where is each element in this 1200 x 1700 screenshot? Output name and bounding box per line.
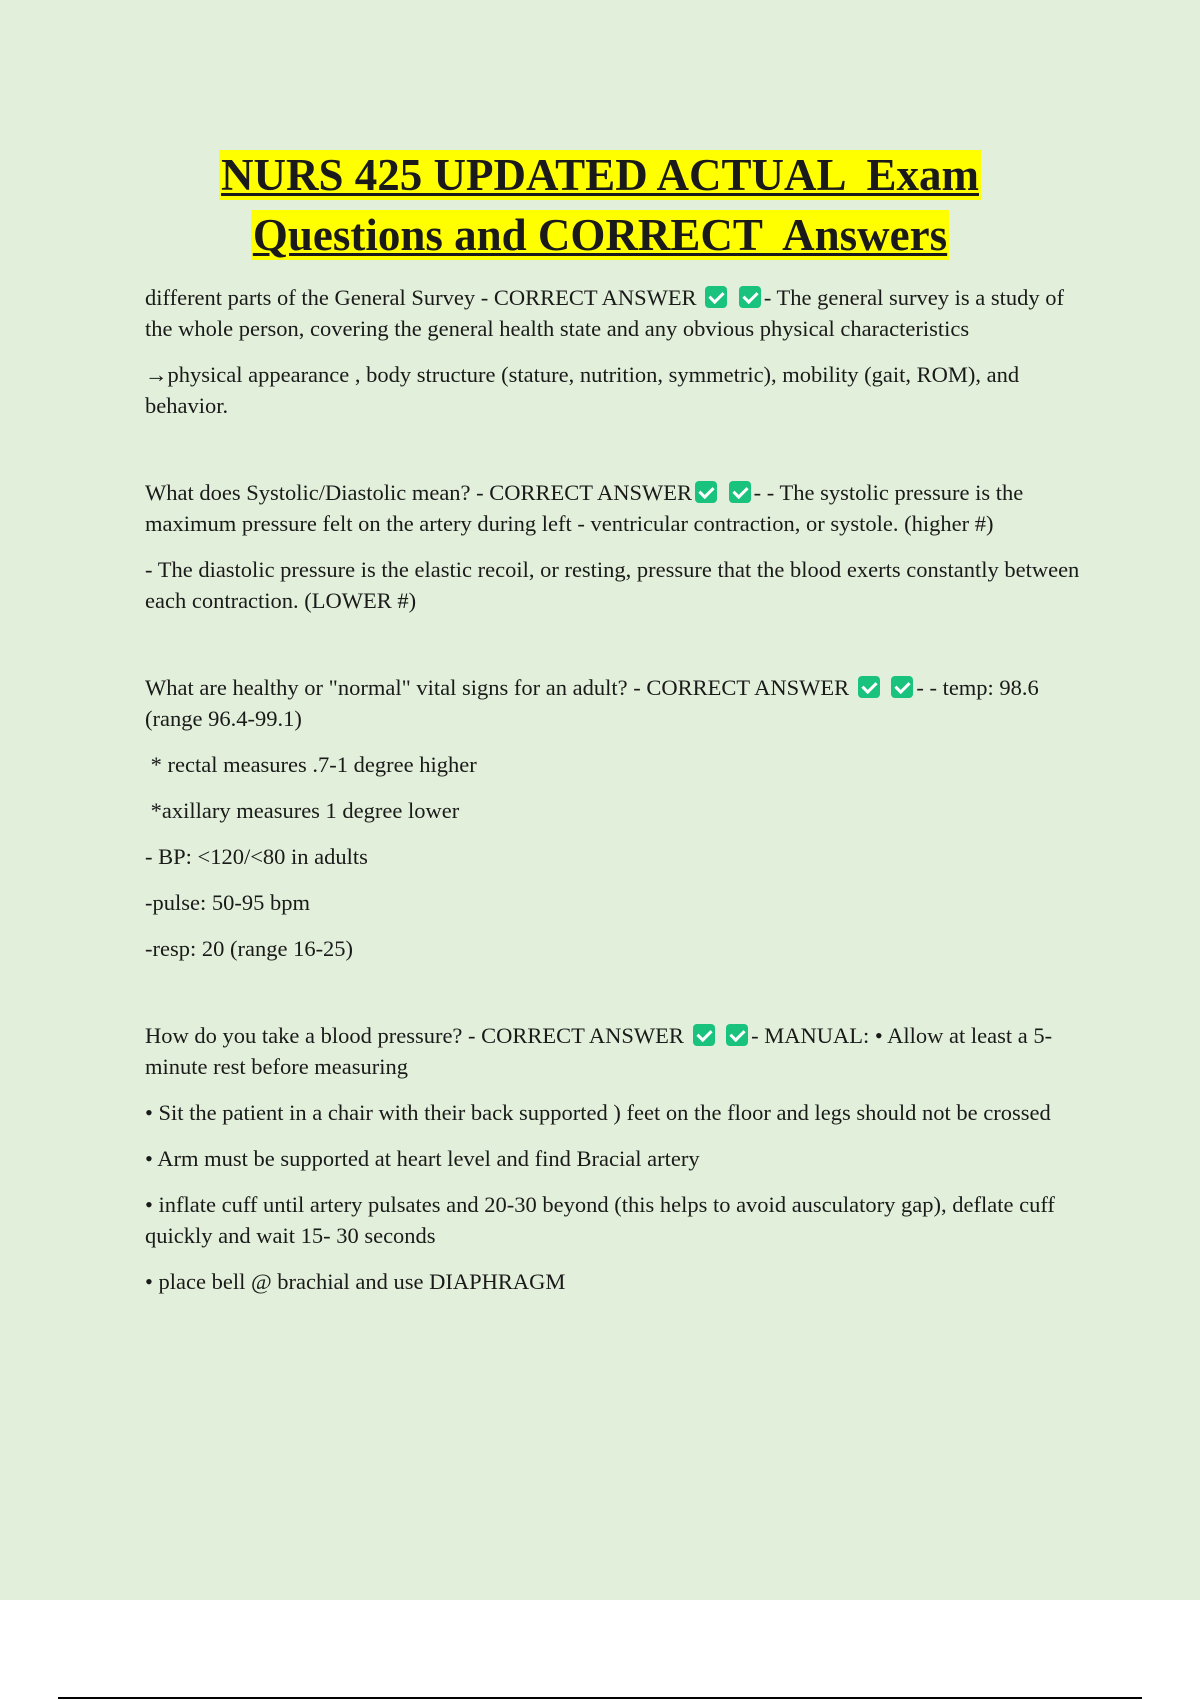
check-icon	[858, 676, 880, 698]
check-icon	[705, 286, 727, 308]
answer-paragraph: *axillary measures 1 degree lower	[145, 798, 460, 823]
question-text: different parts of the General Survey - CORRECT ANSWER	[145, 285, 697, 310]
qa-first-paragraph	[145, 1020, 1090, 1082]
qa-item	[145, 672, 1090, 964]
answer-paragraph: • Arm must be supported at heart level and find Bracial artery	[145, 1146, 700, 1171]
answer-paragraph: -pulse: 50-95 bpm	[145, 890, 310, 915]
check-icon	[729, 481, 751, 503]
answer-text: - - The systolic pressure is the maximum pressure felt on the artery during left - ventricular contraction, or systole. (higher #)	[145, 480, 1029, 536]
qa-item	[145, 282, 1090, 421]
answer-paragraph: * rectal measures .7-1 degree higher	[145, 752, 477, 777]
qa-item	[145, 1020, 1090, 1297]
answer-paragraph: →physical appearance , body structure (stature, nutrition, symmetric), mobility (gait, ROM), and behavior.	[145, 362, 1025, 418]
answer-paragraph: - BP: <120/<80 in adults	[145, 844, 368, 869]
question-text: What does Systolic/Diastolic mean? - CORRECT ANSWER	[145, 480, 693, 505]
document-title	[0, 145, 1200, 265]
footer-divider	[58, 1697, 1142, 1699]
title-line-1: NURS 425 UPDATED ACTUAL Exam	[221, 150, 979, 200]
answer-paragraph: -resp: 20 (range 16-25)	[145, 936, 354, 961]
answer-text: - MANUAL: • Allow at least a 5-minute rest before measuring	[145, 1023, 1053, 1079]
answer-paragraph: • inflate cuff until artery pulsates and 20-30 beyond (this helps to avoid ausculatory gap), deflate cuff quickly and wait 15- 30 seconds	[145, 1192, 1061, 1248]
qa-first-paragraph	[145, 282, 1090, 344]
answer-text: - The general survey is a study of the whole person, covering the general health state and any obvious physical characteristics	[145, 285, 1070, 341]
qa-first-paragraph	[145, 672, 1090, 734]
qa-first-paragraph	[145, 477, 1090, 539]
check-icon	[739, 286, 761, 308]
check-icon	[891, 676, 913, 698]
question-text: What are healthy or "normal" vital signs for an adult? - CORRECT ANSWER	[145, 675, 850, 700]
qa-content	[145, 282, 1090, 1353]
answer-paragraph: - The diastolic pressure is the elastic recoil, or resting, pressure that the blood exerts constantly between each contraction. (LOWER #)	[145, 557, 1085, 613]
answer-paragraph: • place bell @ brachial and use DIAPHRAGM	[145, 1269, 566, 1294]
answer-paragraph: • Sit the patient in a chair with their back supported ) feet on the floor and legs should not be crossed	[145, 1100, 1051, 1125]
title-line-2: Questions and CORRECT Answers	[252, 210, 948, 260]
check-icon	[726, 1024, 748, 1046]
question-text: How do you take a blood pressure? - CORRECT ANSWER	[145, 1023, 684, 1048]
qa-item	[145, 477, 1090, 616]
check-icon	[693, 1024, 715, 1046]
answer-text: - - temp: 98.6 (range 96.4-99.1)	[145, 675, 1045, 731]
check-icon	[695, 481, 717, 503]
